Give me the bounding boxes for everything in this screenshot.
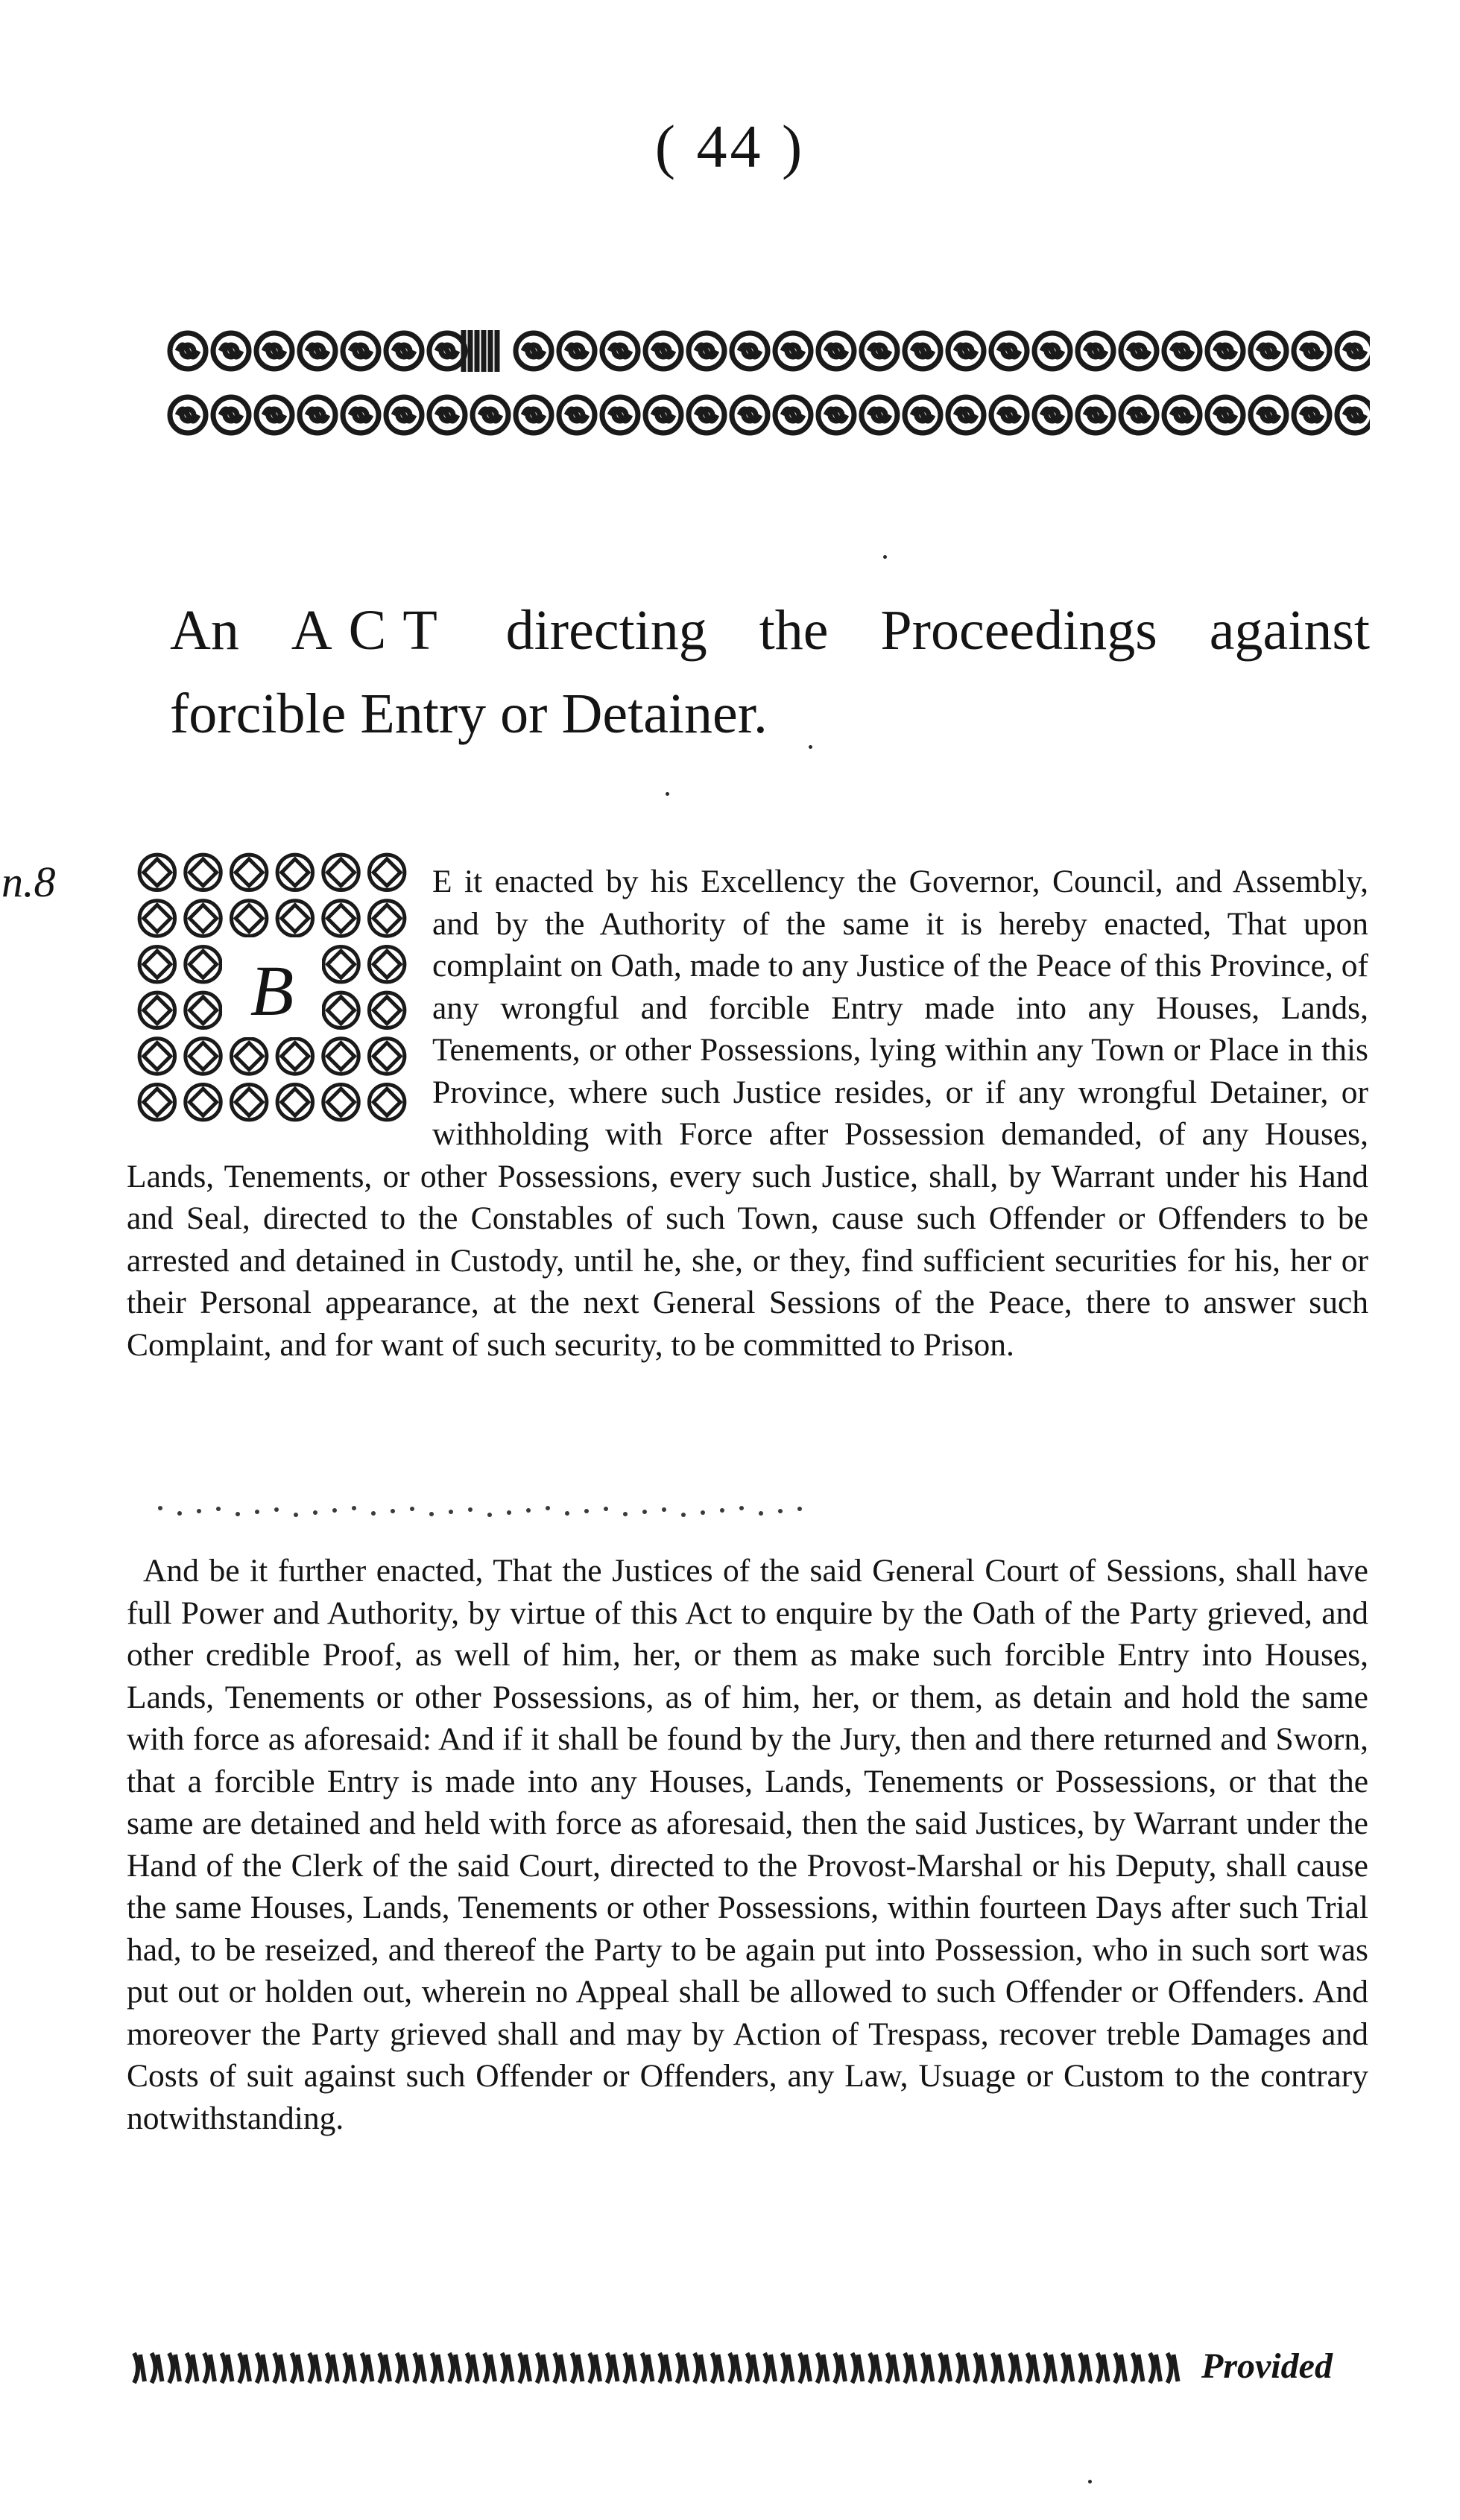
paragraph-2-text: And be it further enacted, That the Justices of the said General Court of Sessions, shall have full Power and Authority, by virtue of this Act to enquire by the Oath of the Party grieved, and other credible Proof, as well of him, her, or them as make such forcible Entry into Houses, Lands, Tenements or other Possessions, as of him, her, or them, as detain and hold the same with force as aforesaid: And if it shall be found by the Jury, then and there returned and Sworn, that a forcible Entry is made into any Houses, Lands, Tenements or Possessions, or that the same are detained and held with force as aforesaid, then the said Justices, by Warrant under the Hand of the Clerk of the said Court, directed to the Provost-Marshal or his Deputy, shall cause the same Houses, Lands, Tenements or other Possessions, within fourteen Days after such Trial had, to be reseized, and thereof the Party to be again put into Possession, who in such sort was put out or holden out, wherein no Appeal shall be allowed to such Offender or Offenders. And moreover the Party grieved shall and may by Action of Trespass, recover treble Damages and Costs of suit against such Offender or Offenders, any Law, Usuage or Custom to the contrary notwithstanding. — [127, 1553, 1368, 2136]
drop-cap: B — [250, 951, 294, 1031]
speck-mark — [883, 555, 887, 559]
speck-mark — [809, 745, 812, 749]
catchword: Provided — [1201, 2346, 1333, 2386]
act-title — [170, 589, 1370, 756]
page-number: ( 44 ) — [654, 113, 806, 180]
speck-mark — [1088, 2480, 1092, 2483]
act-title-caps: ACT — [291, 599, 454, 662]
speck-mark — [666, 792, 669, 796]
paragraph-further-enacted — [127, 1550, 1368, 2139]
ornament-band-icon — [165, 317, 1370, 451]
paragraph-1-text: E it enacted by his Excellency the Governor, Council, and Assembly, and by the Authority of the same it is hereby enacted, That upon complaint on Oath, made to any Justice of the Peace of this Province, of any wrongful and forcible Entry made into any Houses, Lands, Tenements, or other Possessions, lying within any Town or Place in this Province, where such Justice resides, or if any wrongful Detainer, or withholding with Force after Possession demanded, of any Houses, Lands, Tenements, or other Possessions, every such Justice, shall, by Warrant under his Hand and Seal, directed to the Constables of such Town, cause such Offender or Offenders to be arrested and detained in Custody, until he, she, or they, find sufficient securities for his, her or their Personal appearance, at the next General Sessions of the Peace, there to answer such Complaint, and for want of such security, to be committed to Prison. — [127, 864, 1368, 1363]
initial-space — [127, 861, 432, 1153]
margin-note: n.8 — [1, 858, 56, 906]
ornament-rule-icon — [127, 2338, 1185, 2398]
print-smudge-icon — [149, 1499, 820, 1522]
paragraph-enacting-clause — [127, 861, 1368, 1366]
act-title-prefix: An — [170, 599, 291, 662]
act-title-rest: directing the Proceedings against forcible Entry or Detainer. — [170, 599, 1371, 745]
